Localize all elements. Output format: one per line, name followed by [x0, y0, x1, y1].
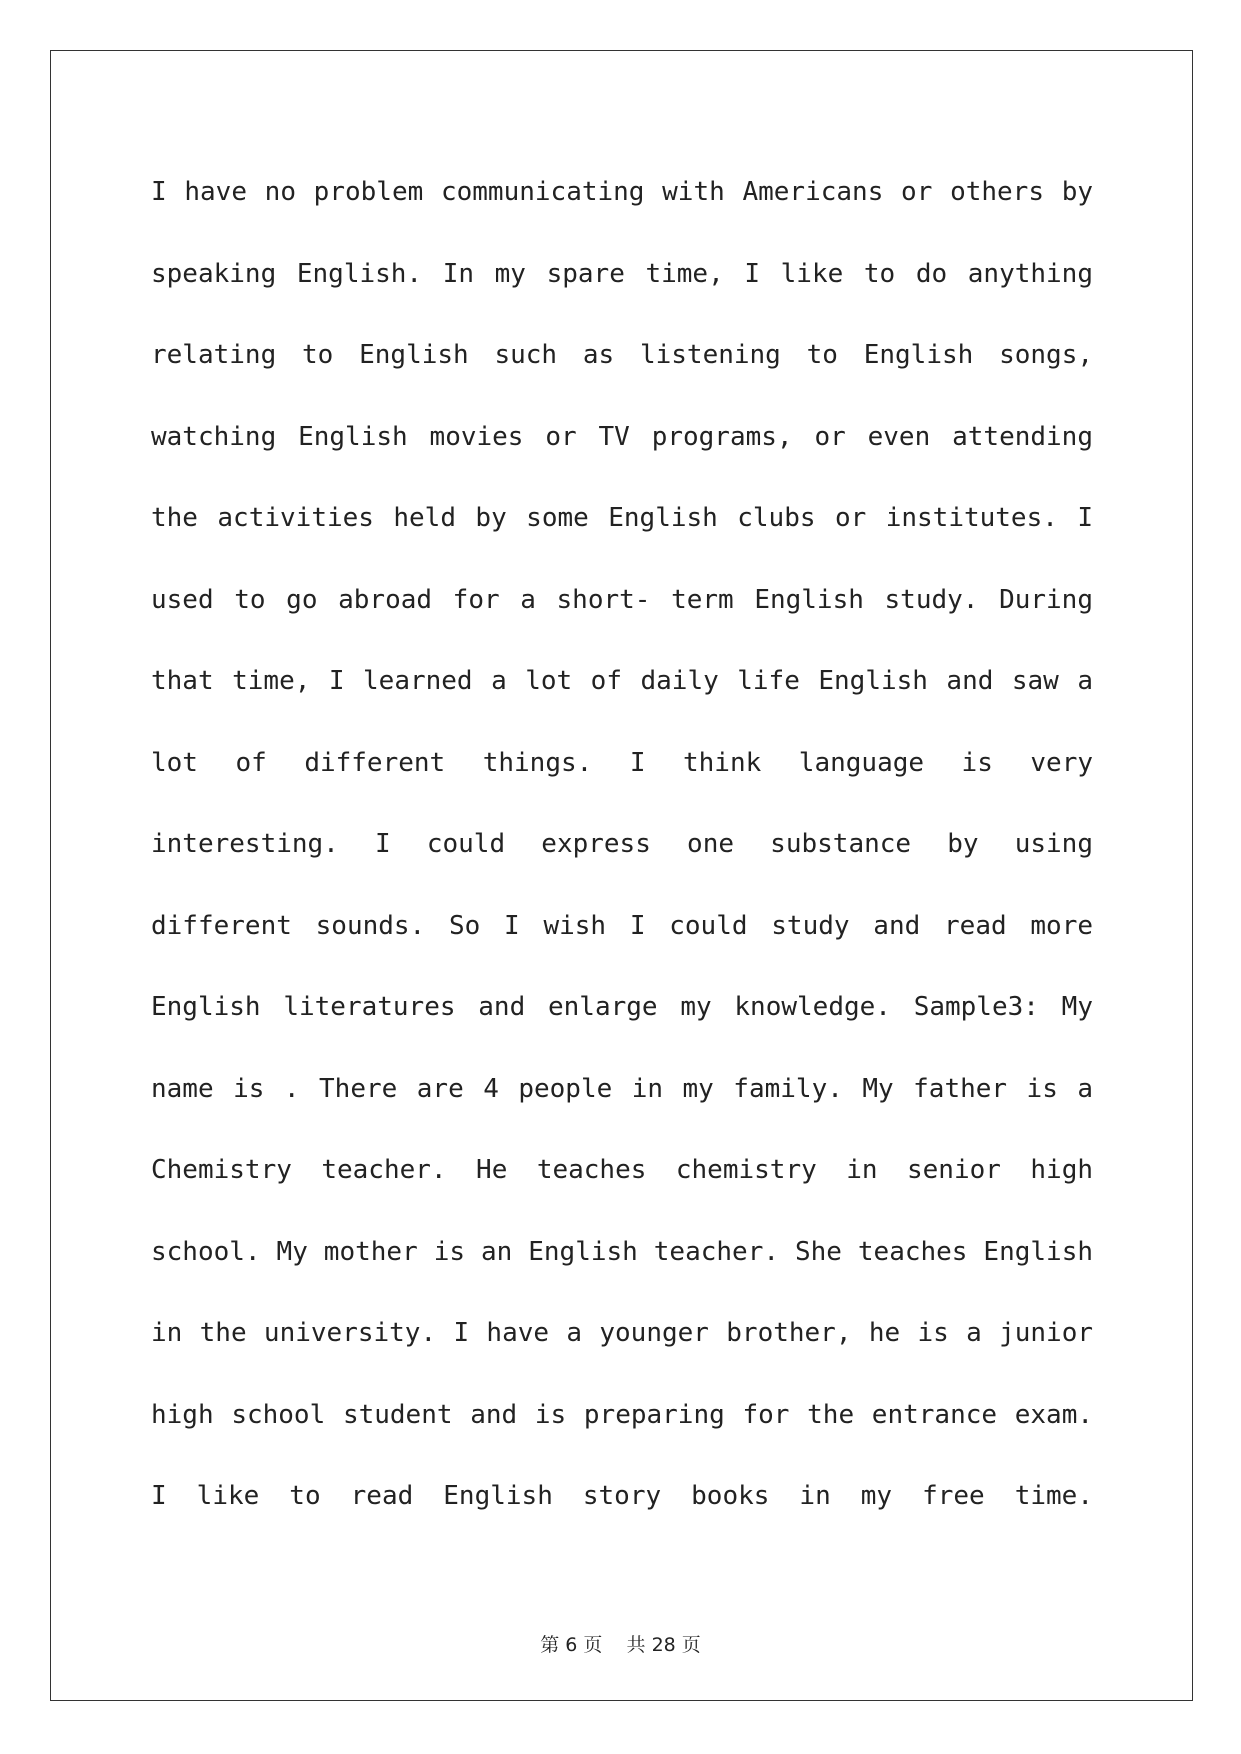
text-line: lot of different things. I think language is very — [151, 747, 1093, 778]
text-line: the activities held by some English clubs or institutes. I — [151, 503, 1093, 533]
text-line: name is . There are 4 people in my family. My father is a — [151, 1073, 1093, 1104]
text-line: watching English movies or TV programs, or even attending — [151, 421, 1093, 452]
text-line: high school student and is preparing for the entrance exam. — [151, 1399, 1093, 1430]
text-line: that time, I learned a lot of daily life English and saw a — [151, 666, 1093, 696]
page-number: 第 6 页 共 28 页 — [540, 1634, 701, 1656]
text-line: speaking English. In my spare time, I like to do anything — [151, 258, 1093, 289]
text-line: relating to English such as listening to English songs, — [151, 340, 1093, 370]
text-line: I like to read English story books in my free time. — [151, 1481, 1093, 1511]
text-line: interesting. I could express one substance by using — [151, 829, 1093, 859]
text-line: in the university. I have a younger brother, he is a junior — [151, 1318, 1093, 1348]
text-line: Chemistry teacher. He teaches chemistry in senior high — [151, 1155, 1093, 1185]
text-line: I have no problem communicating with Americans or others by — [151, 177, 1093, 207]
text-line: English literatures and enlarge my knowledge. Sample3: My — [151, 992, 1093, 1022]
text-line: school. My mother is an English teacher. She teaches English — [151, 1236, 1093, 1267]
document-body — [151, 152, 1093, 1538]
text-line: used to go abroad for a short- term English study. During — [151, 584, 1093, 615]
text-line: different sounds. So I wish I could study and read more — [151, 910, 1093, 941]
